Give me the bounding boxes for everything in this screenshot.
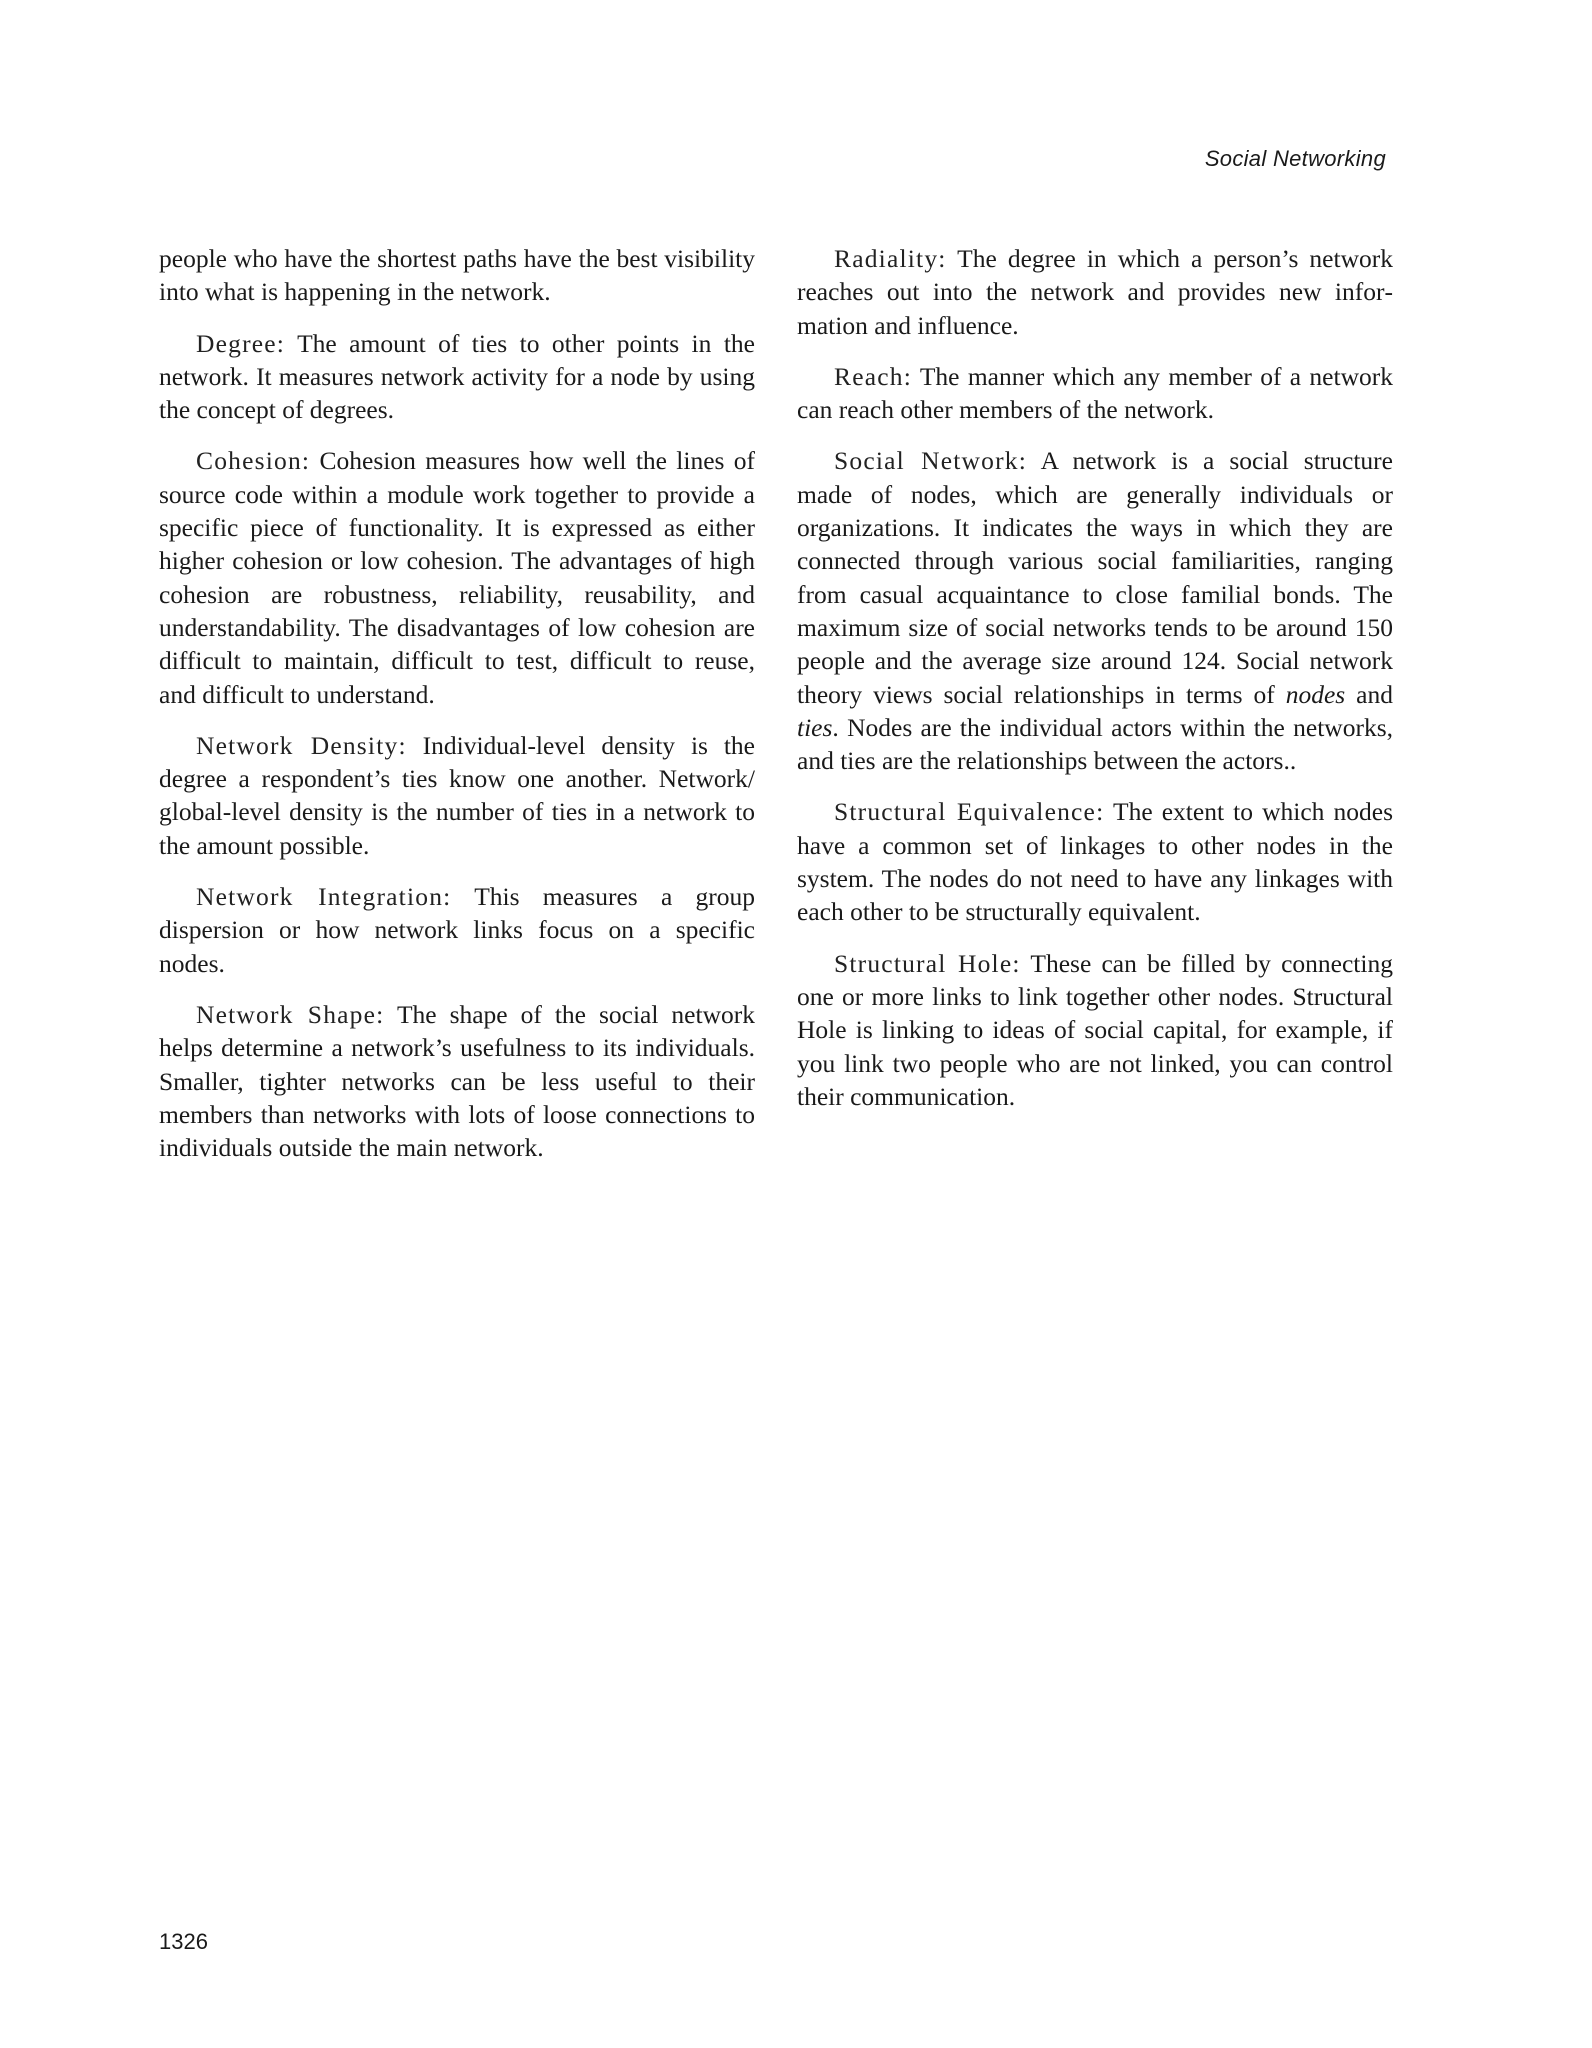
entry-structural-hole — [797, 947, 1393, 1113]
definition-network-density: Individual-level density is the degree a respondent’s ties know one another. Network/ global-level density is the number of ties in a network to the amount possible. — [159, 730, 755, 860]
definition-network-shape: The shape of the social network helps determine a network’s usefulness to its individuals. Smaller, tighter networks can be less useful to their members than networks with lots of loose connections to individuals outside the main network. — [159, 999, 755, 1163]
entry-network-density — [159, 729, 755, 862]
definition-social-network-part-a: A network is a social structure made of nodes, which are generally individuals or organizations. It indicates the ways in which they are connected through various social familiarities, ranging from casual acquaintance to close familial bonds. The maximum size of social networks tends to be around 150 people and the average size around 124. Social network theory views social relationships in terms of — [797, 446, 1393, 709]
entry-radiality — [797, 242, 1393, 342]
term-network-shape: Network Shape: — [196, 999, 385, 1029]
entry-network-integration — [159, 880, 755, 980]
page-number: 1326 — [159, 1929, 208, 1954]
definition-network-integration: This measures a group dispersion or how network links focus on a specific nodes. — [159, 882, 755, 978]
term-social-network: Social Network: — [834, 446, 1028, 476]
entry-structural-equivalence — [797, 795, 1393, 928]
running-head: Social Networking — [1204, 146, 1386, 171]
term-degree: Degree: — [196, 328, 286, 358]
definition-degree: The amount of ties to other points in the network. It measures network activity for a node by using the concept of degrees. — [159, 328, 755, 425]
term-structural-equivalence: Structural Equivalence: — [834, 797, 1105, 827]
term-structural-hole: Structural Hole: — [834, 948, 1021, 978]
entry-social-network — [797, 444, 1393, 777]
entry-degree — [159, 327, 755, 427]
term-cohesion: Cohesion: — [196, 446, 311, 476]
term-network-integration: Network Integration: — [196, 882, 452, 912]
entry-cohesion — [159, 444, 755, 710]
entry-network-shape — [159, 998, 755, 1164]
entry-reach — [797, 360, 1393, 427]
right-column — [797, 242, 1393, 1131]
emphasis-nodes: nodes — [1285, 679, 1346, 709]
term-reach: Reach: — [834, 361, 912, 391]
definition-structural-hole: These can be filled by connecting one or more links to link together other nodes. Structural Hole is linking to ideas of social capital, for example, if you link two people who are not linked, you can control their communication. — [797, 948, 1393, 1111]
term-radiality: Radiality: — [834, 244, 947, 273]
definition-social-network-part-c: . Nodes are the individual actors within the networks, and ties are the relationships between the actors.. — [797, 712, 1393, 776]
emphasis-ties: ties — [797, 712, 833, 742]
continuation-paragraph: people who have the shortest paths have the best visibility into what is happening in the network. — [159, 244, 755, 307]
definition-cohesion: Cohesion measures how well the lines of source code within a module work together to provide a specific piece of functionality. It is expressed as either higher cohesion or low cohesion. The advantages of high cohesion are robustness, reliability, reusability, and understandability. The disadvantages of low cohesion are difficult to maintain, difficult to test, difficult to reuse, and difficult to understand. — [159, 446, 755, 709]
left-column — [159, 242, 755, 1182]
definition-reach: The manner which any member of a network can reach other members of the network. — [797, 361, 1393, 425]
definition-radiality: The degree in which a person’s network reaches out into the network and provides new information and influence. — [797, 244, 1393, 340]
definition-structural-equivalence: The extent to which nodes have a common set of linkages to other nodes in the system. The nodes do not need to have any linkages with each other to be structurally equivalent. — [797, 797, 1393, 927]
term-network-density: Network Density: — [196, 730, 407, 760]
definition-social-network-part-b: and — [1345, 679, 1393, 709]
